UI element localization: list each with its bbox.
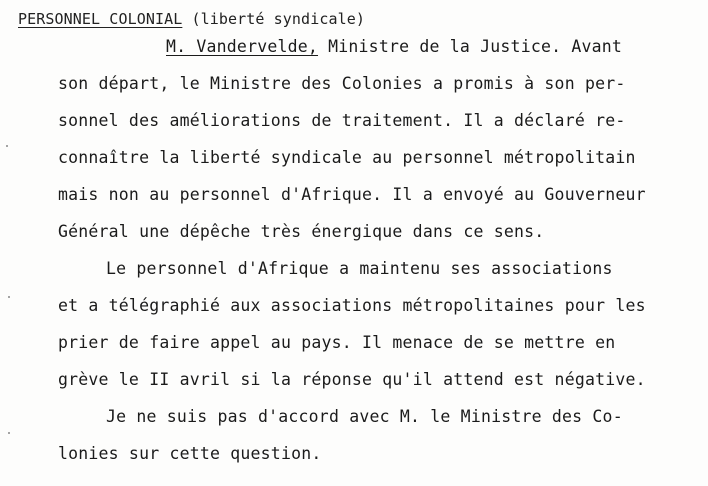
text-line: Je ne suis pas d'accord avec M. le Ministre des Co- (106, 407, 623, 426)
paper-speck (8, 296, 10, 298)
text-line: Général une dépêche très énergique dans ce sens. (58, 222, 545, 241)
text-line: mais non au personnel d'Afrique. Il a envoyé au Gouverneur (58, 185, 646, 204)
text-line: et a télégraphié aux associations métropolitaines pour les (58, 296, 646, 315)
text-line: connaître la liberté syndicale au personnel métropolitain (58, 148, 636, 167)
paper-speck (6, 145, 8, 147)
text-line: son départ, le Ministre des Colonies a promis à son per- (58, 74, 626, 93)
heading-subtitle: (liberté syndicale) (182, 10, 365, 28)
paper-speck (8, 432, 10, 434)
document-heading (18, 9, 365, 29)
text-line: Le personnel d'Afrique a maintenu ses associations (106, 259, 613, 278)
speaker-role: Ministre de la Justice. Avant (318, 37, 623, 56)
text-line: grève le II avril si la réponse qu'il attend est négative. (58, 370, 646, 389)
text-line: lonies sur cette question. (58, 444, 322, 463)
speaker-name: M. Vandervelde, (166, 37, 319, 56)
text-line: sonnel des améliorations de traitement. Il a déclaré re- (58, 111, 626, 130)
heading-title: PERSONNEL COLONIAL (18, 10, 183, 28)
speaker-line (166, 37, 622, 57)
text-line: prier de faire appel au pays. Il menace de se mettre en (58, 333, 616, 352)
